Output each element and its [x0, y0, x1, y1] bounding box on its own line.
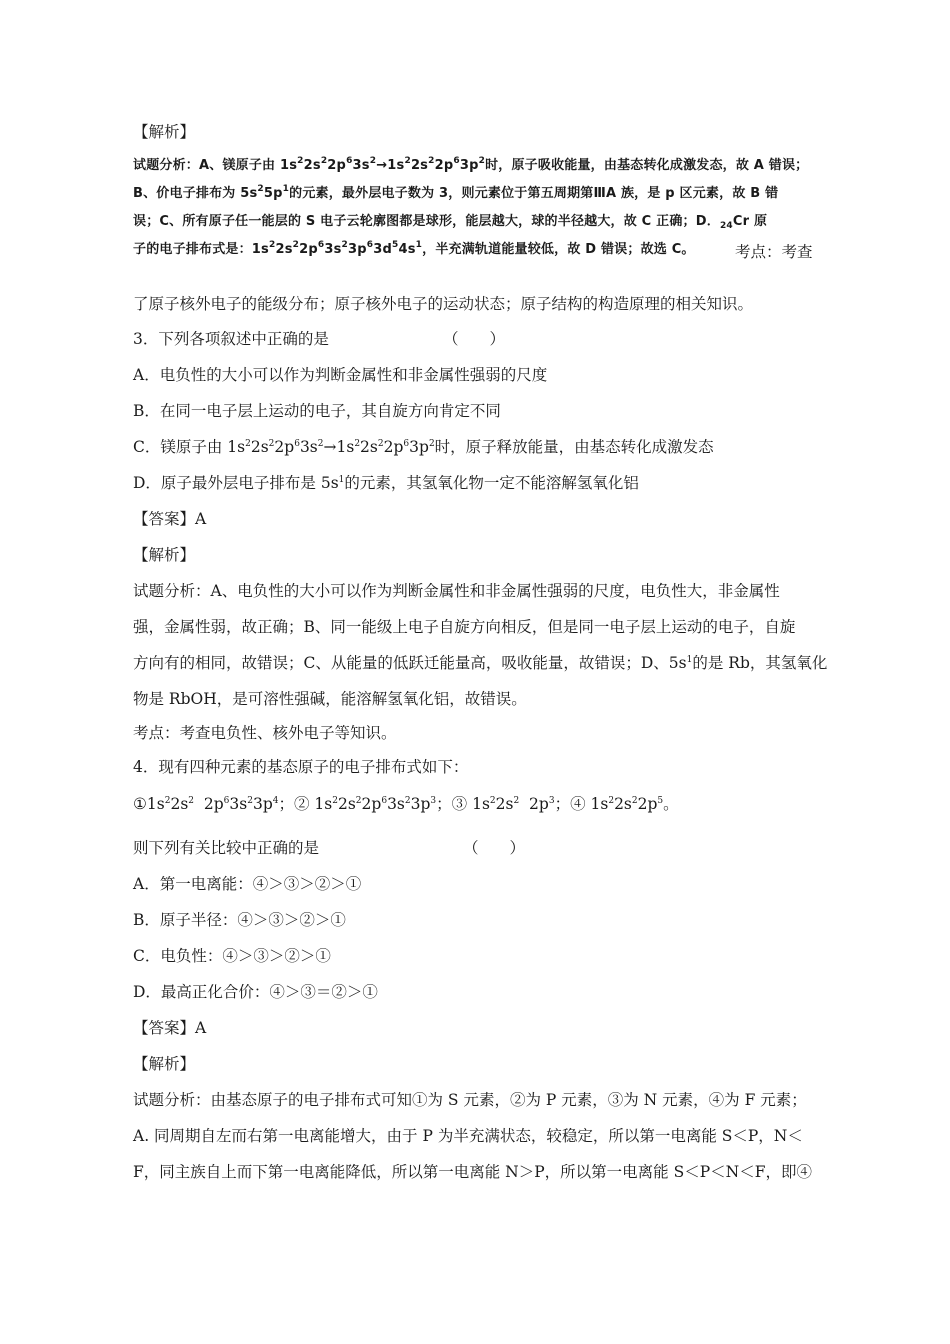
analysis-line-1: 试题分析：A、镁原子由 $1s^22s^22p^63s^2\to 1s^22s^22p^63p^2$时，原子吸收能量，由基态转化成激发态，故 A 错误；: [133, 156, 809, 173]
question-3-paren: （ ）: [443, 330, 506, 348]
question-4-analysis-heading: 【解析】: [133, 1055, 196, 1073]
question-4-explain-1: 试题分析：由基态原子的电子排布式可知①为 S 元素，②为 P 元素，③为 N 元素，④为 F 元素；: [133, 1091, 807, 1109]
kaodian-label-1: 考点：考查: [735, 243, 813, 261]
question-3-explain-2: 强，金属性弱，故正确；B、同一能级上电子自旋方向相反，但是同一电子层上运动的电子，自旋: [133, 618, 796, 636]
analysis-line-4: 子的电子排布式是：$1s^22s^22p^63s^23p^63d^54s^1$，半充满轨道能量较低，故 D 错误；故选 C。: [133, 240, 695, 257]
analysis-heading-1: 【解析】: [133, 123, 196, 141]
question-4-paren: （ ）: [463, 839, 526, 857]
question-3-analysis-heading: 【解析】: [133, 546, 196, 564]
question-4-explain-2: A. 同周期自左而右第一电离能增大，由于 P 为半充满状态，较稳定，所以第一电离能 S＜P，N＜: [133, 1127, 803, 1145]
question-4-configs: $①1s^22s^2$ $2p^63s^23p^4$；② $1s^22s^22p^63s^23p^3$；③ $1s^22s^2$ $2p^3$；④ $1s^22s^22p^5$。: [133, 795, 679, 813]
question-4-option-c: C．电负性：④＞③＞②＞①: [133, 947, 331, 965]
question-3-explain-1: 试题分析：A、电负性的大小可以作为判断金属性和非金属性强弱的尺度，电负性大，非金属性: [133, 582, 780, 600]
analysis-line-2: B、价电子排布为 $5s^25p^1$的元素，最外层电子数为 3，则元素位于第五周期第ⅢA 族，是 p 区元素，故 B 错: [133, 184, 779, 201]
question-4-answer: 【答案】A: [133, 1019, 207, 1037]
question-4-option-a: A．第一电离能：④＞③＞②＞①: [133, 875, 362, 893]
question-3-option-c: C．镁原子由 $1s^22s^22p^63s^2\to 1s^22s^22p^63p^2$时，原子释放能量，由基态转化成激发态: [133, 438, 714, 456]
question-3-kaodian: 考点：考查电负性、核外电子等知识。: [133, 724, 397, 742]
question-3-answer: 【答案】A: [133, 510, 207, 528]
question-4-option-d: D．最高正化合价：④＞③＝②＞①: [133, 983, 378, 1001]
question-3-explain-4: 物是 RbOH，是可溶性强碱，能溶解氢氧化铝，故错误。: [133, 690, 527, 708]
question-4-stem: 4．现有四种元素的基态原子的电子排布式如下：: [133, 758, 469, 776]
question-3-option-a: A．电负性的大小可以作为判断金属性和非金属性强弱的尺度: [133, 366, 548, 384]
analysis-line-3: 误；C、所有原子任一能层的 S 电子云轮廓图都是球形，能层越大，球的半径越大，故 C 正确；D．$_{24}$Cr 原: [133, 214, 768, 231]
question-4-option-b: B．原子半径：④＞③＞②＞①: [133, 911, 346, 929]
kaodian-continuation-1: 了原子核外电子的能级分布；原子核外电子的运动状态；原子结构的构造原理的相关知识。: [133, 295, 754, 313]
question-3-option-b: B．在同一电子层上运动的电子，其自旋方向肯定不同: [133, 402, 501, 420]
question-3-explain-3: 方向有的相同，故错误；C、从能量的低跃迁能量高，吸收能量，故错误；D、$5s^1$的是 Rb，其氢氧化: [133, 654, 828, 672]
question-3-option-d: D．原子最外层电子排布是 $5s^1$的元素，其氢氧化物一定不能溶解氢氧化铝: [133, 474, 639, 492]
question-3-stem: 3．下列各项叙述中正确的是: [133, 330, 329, 348]
question-4-explain-3: F，同主族自上而下第一电离能降低，所以第一电离能 N＞P，所以第一电离能 S＜P＜N＜F，即④: [133, 1163, 812, 1181]
question-4-ask: 则下列有关比较中正确的是: [133, 839, 320, 857]
